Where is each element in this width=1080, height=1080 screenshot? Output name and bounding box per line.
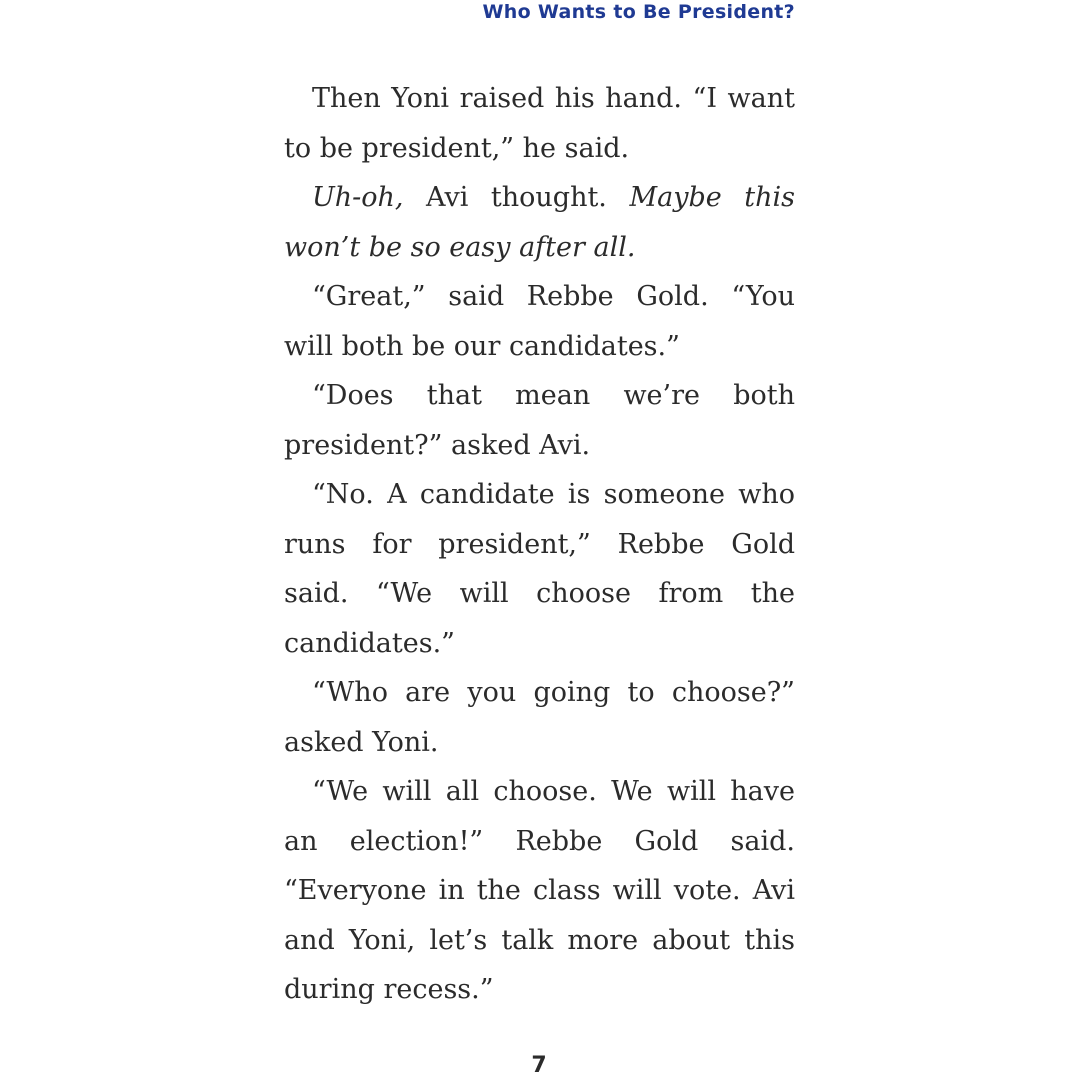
running-header-title: Who Wants to Be President? (482, 1, 795, 23)
italic-uh-oh: Uh-oh, (312, 182, 404, 213)
paragraph-rebbe-great: “Great,” said Rebbe Gold. “You will both be our candidates.” (284, 281, 795, 362)
paragraph-candidate-definition: “No. A candidate is someone who runs for president,” Rebbe Gold said. “We will choose from the candidates.” (284, 479, 795, 659)
italic-maybe-this: Maybe this won’t be so easy after all. (284, 182, 795, 263)
page-number: 7 (531, 1053, 547, 1078)
paragraph-avi-thought (284, 173, 795, 272)
paragraph-who-choose: “Who are you going to choose?” asked Yoni. (284, 677, 795, 758)
story-text (284, 74, 795, 1015)
paragraph-both-president: “Does that mean we’re both president?” asked Avi. (284, 380, 795, 461)
avi-thought-text: Avi thought. (403, 182, 630, 213)
paragraph-yoni-raises-hand: Then Yoni raised his hand. “I want to be president,” he said. (284, 83, 795, 164)
paragraph-election: “We will all choose. We will have an election!” Rebbe Gold said. “Everyone in the class will vote. Avi and Yoni, let’s talk more about this during recess.” (284, 776, 795, 1005)
